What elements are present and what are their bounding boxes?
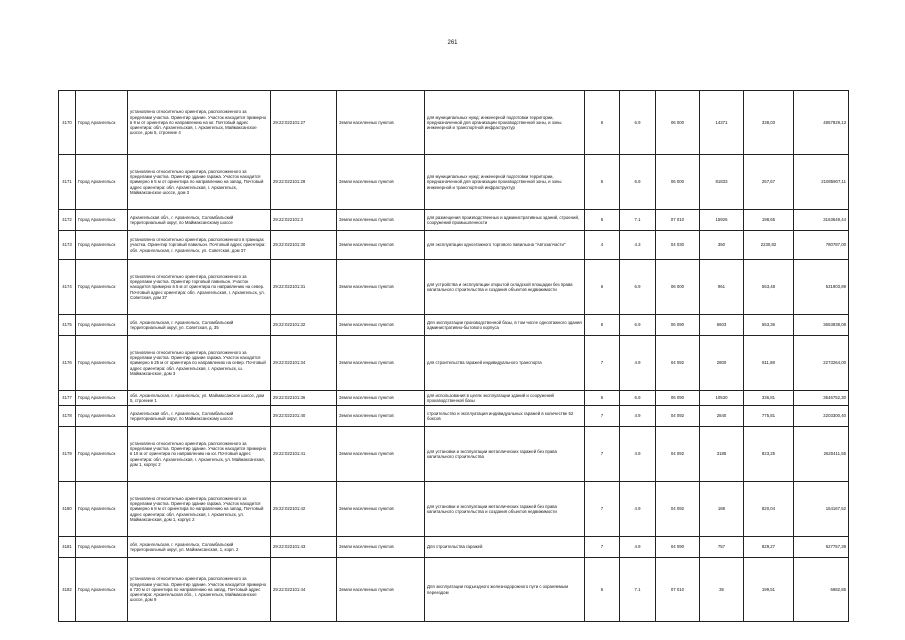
table-row [59,391,849,406]
city-cell: Город Архангельск [76,155,128,210]
table-row [59,482,849,537]
subgroup-code-cell: 6.9 [620,260,656,315]
cadastral-number-cell: 29:22:022101:32 [271,315,337,336]
permitted-use-cell: Для эксплуатации подъездного железнодорожного пути с охраняемым переездом [425,558,585,622]
subgroup-code-cell: 4.3 [620,231,656,260]
permitted-use-cell: для устройства и эксплуатации открытой складской площадки без права капитального строительства и создания объектов недвижимости [425,260,585,315]
land-category-cell: Земли населенных пунктов [337,336,425,391]
area-cell: 2840 [700,406,744,427]
cadastral-number-cell: 29:22:022101:41 [271,427,337,482]
cadastral-value-cell: 2203300,40 [794,406,849,427]
location-cell: установлено относительно ориентира, расположенного за пределами участка. Ориентир здание гаража. Участок находится примерно в 8 м от ориентира по направлению на запад. Почтовый адрес ориентира: обл. Архангельская, г. Архангельск, ул. Маймаксанская, дом 1, корпус 2 [128,482,271,537]
group-code-cell: 6 [585,91,620,155]
cadastral-value-cell: 2620411,55 [794,427,849,482]
cadastral-value-cell: 2273264,00 [794,336,849,391]
land-category-cell: Земли населенных пунктов [337,315,425,336]
subgroup-code-cell: 4.9 [620,537,656,558]
row-number: 4181 [59,537,76,558]
permitted-use-cell: для установки и эксплуатации металлических гаражей без права капитального строительства [425,427,585,482]
cadastral-number-cell: 29:22:022101:36 [271,391,337,406]
group-code-cell: 7 [585,537,620,558]
cadastral-number-cell: 29:22:022101:30 [271,231,337,260]
specific-value-cell: 829,27 [744,537,794,558]
row-number: 4173 [59,231,76,260]
city-cell: Город Архангельск [76,391,128,406]
permitted-use-cell: для эксплуатации одноэтажного торгового павильона "Автозапчасти" [425,231,585,260]
use-code-cell: 04 092 [656,482,700,537]
land-category-cell: Земли населенных пунктов [337,91,425,155]
city-cell: Город Архангельск [76,231,128,260]
cadastral-number-cell: 29:22:022101:42 [271,482,337,537]
specific-value-cell: 199,51 [744,558,794,622]
city-cell: Город Архангельск [76,336,128,391]
cadastral-number-cell: 29:22:022101:27 [271,91,337,155]
land-category-cell: Земли населенных пунктов [337,391,425,406]
cadastral-value-cell: 4857829,13 [794,91,849,155]
city-cell: Город Архангельск [76,260,128,315]
use-code-cell: 06 090 [656,315,700,336]
location-cell: установлено относительно ориентира, расположенного за пределами участка. Ориентир торговый павильон. Участок находится примерно в 5 м от ориентира по направлению на север. Почтовый адрес ориентира: обл. Архангельская, г. Архангельск, ул. Советская, дом 37 [128,260,271,315]
area-cell: 6603 [700,315,744,336]
area-cell: 961 [700,260,744,315]
group-code-cell: 6 [585,558,620,622]
cadastral-value-cell: 627757,39 [794,537,849,558]
subgroup-code-cell: 4.9 [620,406,656,427]
row-number: 4174 [59,260,76,315]
specific-value-cell: 775,81 [744,406,794,427]
cadastral-value-cell: 780787,00 [794,231,849,260]
subgroup-code-cell: 7.1 [620,210,656,231]
land-category-cell: Земли населенных пунктов [337,406,425,427]
table-row [59,260,849,315]
city-cell: Город Архангельск [76,91,128,155]
permitted-use-cell: для муниципальных нужд: инженерной подготовки территории, предназначенной для организации производственной зоны, и зоны инженерной и транспортной инфраструктур [425,155,585,210]
location-cell: установлено относительно ориентира, расположенного за пределами участка. Ориентир здание гаража. Участок находится примерно в 25 м от ориентира по направлению на север. Почтовый адрес ориентира: обл. Архангельская, г. Архангельск, ш. Маймаксанское, дом 3 [128,336,271,391]
row-number: 4170 [59,91,76,155]
cadastral-value-cell: 3546752,30 [794,391,849,406]
land-category-cell: Земли населенных пунктов [337,537,425,558]
group-code-cell: 6 [585,210,620,231]
table-row [59,336,849,391]
specific-value-cell: 2230,82 [744,231,794,260]
specific-value-cell: 820,04 [744,482,794,537]
area-cell: 2800 [700,336,744,391]
city-cell: Город Архангельск [76,427,128,482]
table-row [59,210,849,231]
table-row [59,537,849,558]
use-code-cell: 07 010 [656,558,700,622]
land-category-cell: Земли населенных пунктов [337,231,425,260]
city-cell: Город Архангельск [76,558,128,622]
row-number: 4177 [59,391,76,406]
group-code-cell: 7 [585,427,620,482]
use-code-cell: 06 000 [656,155,700,210]
location-cell: Архангельская обл., г. Архангельск, Соломбальский территориальный округ, по Маймаксанскому шоссе [128,210,271,231]
table-row [59,558,849,622]
row-number: 4180 [59,482,76,537]
subgroup-code-cell: 6.9 [620,155,656,210]
table-row [59,91,849,155]
specific-value-cell: 198,65 [744,210,794,231]
cadastral-value-cell: 154167,52 [794,482,849,537]
permitted-use-cell: строительство и эксплуатация индивидуальных гаражей в количестве 52 боксов [425,406,585,427]
subgroup-code-cell: 4.9 [620,427,656,482]
group-code-cell: 6 [585,391,620,406]
area-cell: 3185 [700,427,744,482]
table-row [59,406,849,427]
location-cell: обл. Архангельская, г. Архангельск, Соломбальский территориальный округ, ул. Советская, д. 35 [128,315,271,336]
permitted-use-cell: для строительства гаражей индивидуального транспорта [425,336,585,391]
area-cell: 15926 [700,210,744,231]
area-cell: 35 [700,558,744,622]
table-row [59,315,849,336]
group-code-cell: 7 [585,336,620,391]
use-code-cell: 04 030 [656,231,700,260]
use-code-cell: 06 000 [656,260,700,315]
use-code-cell: 04 092 [656,336,700,391]
city-cell: Город Архангельск [76,210,128,231]
location-cell: обл. Архангельская, г. Архангельск, ул. Маймаксанское шоссе, дом 5, строение 1 [128,391,271,406]
location-cell: установлено относительно ориентира, расположенного в границах участка. Ориентир торговый павильон. Почтовый адрес ориентира: обл. Архангельская, г. Архангельск, ул. Советская, дом 37 [128,231,271,260]
cadastral-value-cell: 3653838,08 [794,315,849,336]
row-number: 4172 [59,210,76,231]
group-code-cell: 6 [585,315,620,336]
table-row [59,155,849,210]
city-cell: Город Архангельск [76,482,128,537]
cadastral-number-cell: 29:22:022101:43 [271,537,337,558]
specific-value-cell: 336,81 [744,391,794,406]
subgroup-code-cell: 6.9 [620,91,656,155]
location-cell: обл. Архангельская, г. Архангельск, Соломбальский территориальный округ, ул. Маймаксанская, 1, корп. 2 [128,537,271,558]
group-code-cell: 7 [585,482,620,537]
subgroup-code-cell: 6.9 [620,315,656,336]
permitted-use-cell: Для строительства гаражей [425,537,585,558]
use-code-cell: 04 092 [656,427,700,482]
location-cell: установлено относительно ориентира, расположенного за пределами участка. Ориентир здание гаража. Участок находится примерно в 5 м от ориентира по направлению на запад. Почтовый адрес ориентира: обл. Архангельская, г. Архангельск, Маймаксанское шоссе, дом 3 [128,155,271,210]
specific-value-cell: 338,03 [744,91,794,155]
cadastral-value-cell: 6982,85 [794,558,849,622]
location-cell: установлено относительно ориентира, расположенного за пределами участка. Ориентир здание. Участок находится примерно в 720 м от ориентира по направлению на запад. Почтовый адрес ориентира: Архангельская обл., г. Архангельск, Маймаксанское шоссе, дом 9 [128,558,271,622]
land-category-cell: Земли населенных пунктов [337,482,425,537]
permitted-use-cell: для использования в целях эксплуатации зданий и сооружений производственной базы [425,391,585,406]
table-row [59,231,849,260]
page-number: 261 [447,40,458,46]
cadastral-number-cell: 29:22:022101:28 [271,155,337,210]
area-cell: 81833 [700,155,744,210]
land-category-cell: Земли населенных пунктов [337,210,425,231]
subgroup-code-cell: 4.9 [620,482,656,537]
specific-value-cell: 811,88 [744,336,794,391]
table-row [59,427,849,482]
city-cell: Город Архангельск [76,315,128,336]
land-category-cell: Земли населенных пунктов [337,558,425,622]
land-registry-table [58,90,849,622]
use-code-cell: 04 090 [656,537,700,558]
permitted-use-cell: для установки и эксплуатации металлических гаражей без права капитального строительства и создания объектов недвижимости [425,482,585,537]
use-code-cell: 04 092 [656,406,700,427]
permitted-use-cell: для размещения производственных и административных зданий, строений, сооружений промышленности [425,210,585,231]
subgroup-code-cell: 7.1 [620,558,656,622]
group-code-cell: 6 [585,155,620,210]
specific-value-cell: 823,25 [744,427,794,482]
subgroup-code-cell: 6.9 [620,391,656,406]
row-number: 4176 [59,336,76,391]
land-category-cell: Земли населенных пунктов [337,155,425,210]
cadastral-number-cell: 29:22:022101:40 [271,406,337,427]
permitted-use-cell: Для эксплуатации производственной базы, в том числе одноэтажного здания административно-бытового корпуса [425,315,585,336]
row-number: 4178 [59,406,76,427]
location-cell: установлено относительно ориентира, расположенного за пределами участка. Ориентир здание. Участок находится примерно в 10 м от ориентира по направлению на юг. Почтовый адрес ориентира: обл. Архангельская, г. Архангельск, ул. Маймаксанская, дом 1, корпус 2 [128,427,271,482]
group-code-cell: 7 [585,406,620,427]
permitted-use-cell: для муниципальных нужд: инженерной подготовки территории, предназначенной для организации производственной зоны, и зоны инженерной и транспортной инфраструктур [425,91,585,155]
land-category-cell: Земли населенных пунктов [337,260,425,315]
row-number: 4175 [59,315,76,336]
area-cell: 188 [700,482,744,537]
specific-value-cell: 553,48 [744,260,794,315]
area-cell: 14371 [700,91,744,155]
use-code-cell: 06 000 [656,91,700,155]
cadastral-number-cell: 29:22:022101:31 [271,260,337,315]
cadastral-number-cell: 29:22:022101:3 [271,210,337,231]
location-cell: установлено относительно ориентира, расположенного за пределами участка. Ориентир здание. Участок находится примерно в 9 м от ориентира по направлению на юг. Почтовый адрес ориентира: обл. Архангельская, г. Архангельск, Маймаксанское шоссе, дом 5, строение 4 [128,91,271,155]
land-category-cell: Земли населенных пунктов [337,427,425,482]
cadastral-value-cell: 531903,89 [794,260,849,315]
area-cell: 10530 [700,391,744,406]
cadastral-number-cell: 29:22:022101:34 [271,336,337,391]
area-cell: 350 [700,231,744,260]
specific-value-cell: 257,67 [744,155,794,210]
row-number: 4182 [59,558,76,622]
city-cell: Город Архангельск [76,406,128,427]
specific-value-cell: 553,36 [744,315,794,336]
location-cell: Архангельская обл., г. Архангельск, Соломбальский территориальный округ, по Маймаксанскому шоссе [128,406,271,427]
city-cell: Город Архангельск [76,537,128,558]
row-number: 4171 [59,155,76,210]
cadastral-value-cell: 3163649,44 [794,210,849,231]
use-code-cell: 06 090 [656,391,700,406]
row-number: 4179 [59,427,76,482]
group-code-cell: 4 [585,231,620,260]
cadastral-value-cell: 21085907,11 [794,155,849,210]
use-code-cell: 07 010 [656,210,700,231]
cadastral-number-cell: 29:22:022101:44 [271,558,337,622]
group-code-cell: 6 [585,260,620,315]
area-cell: 757 [700,537,744,558]
subgroup-code-cell: 4.9 [620,336,656,391]
